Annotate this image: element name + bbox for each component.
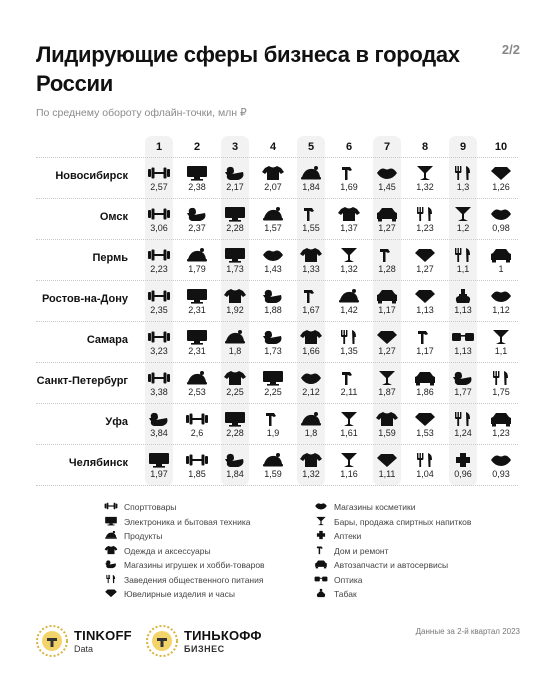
home-icon xyxy=(299,288,323,304)
catering-icon xyxy=(451,165,475,181)
table-cell xyxy=(406,200,444,238)
cell-value: 1,1 xyxy=(494,346,508,356)
cell-value: 1,73 xyxy=(264,346,282,356)
table-cell xyxy=(482,241,520,279)
electronics-icon xyxy=(223,247,247,263)
table-cell xyxy=(216,446,254,484)
cell-value: 1 xyxy=(498,264,504,274)
legend-label: Табак xyxy=(334,589,357,599)
legend-label: Спорттовары xyxy=(124,502,177,512)
cell-value: 2,53 xyxy=(188,387,206,397)
table-cell xyxy=(140,200,178,238)
tobacco-icon xyxy=(314,588,328,600)
cell-value: 1,27 xyxy=(416,264,434,274)
catering-icon xyxy=(451,411,475,427)
table-cell xyxy=(178,323,216,361)
cell-value: 1,59 xyxy=(264,469,282,479)
auto-icon xyxy=(375,206,399,222)
table-cell xyxy=(178,200,216,238)
cell-value: 3,84 xyxy=(150,428,168,438)
cell-value: 1,32 xyxy=(340,264,358,274)
cell-value: 1,13 xyxy=(416,305,434,315)
cell-value: 3,38 xyxy=(150,387,168,397)
bars-icon xyxy=(451,206,475,222)
table-cell xyxy=(178,405,216,443)
food-icon xyxy=(104,530,118,542)
food-icon xyxy=(261,452,285,468)
cell-value: 1,1 xyxy=(456,264,470,274)
cell-value: 0,98 xyxy=(492,223,510,233)
cell-value: 1,53 xyxy=(416,428,434,438)
jewelry-icon xyxy=(104,588,118,600)
home-icon xyxy=(413,329,437,345)
cell-value: 1,97 xyxy=(150,469,168,479)
table-cell xyxy=(482,200,520,238)
sport-icon xyxy=(185,411,209,427)
table-cell xyxy=(330,364,368,402)
table-cell xyxy=(444,159,482,197)
chart-subtitle: По среднему обороту офлайн-точки, млн ₽ xyxy=(36,107,247,119)
city-label: Новосибирск xyxy=(55,170,128,182)
cell-value: 2,38 xyxy=(188,182,206,192)
table-cell xyxy=(254,364,292,402)
cell-value: 2,07 xyxy=(264,182,282,192)
table-cell xyxy=(368,364,406,402)
catering-icon xyxy=(451,247,475,263)
table-bottom-border xyxy=(36,485,518,486)
cosmetics-icon xyxy=(489,288,513,304)
cell-value: 1,11 xyxy=(378,469,396,479)
city-label: Ростов-на-Дону xyxy=(41,293,128,305)
clothes-icon xyxy=(299,452,323,468)
table-cell xyxy=(406,241,444,279)
cell-value: 0,96 xyxy=(454,469,472,479)
cell-value: 1,84 xyxy=(302,182,320,192)
toys-icon xyxy=(147,411,171,427)
cell-value: 1,04 xyxy=(416,469,434,479)
jewelry-icon xyxy=(375,329,399,345)
city-label: Уфа xyxy=(105,416,128,428)
table-cell xyxy=(482,282,520,320)
table-cell xyxy=(368,159,406,197)
cell-value: 2,31 xyxy=(188,305,206,315)
legend-label: Аптеки xyxy=(334,531,362,541)
clothes-icon xyxy=(299,247,323,263)
table-cell xyxy=(406,159,444,197)
cell-value: 1,3 xyxy=(456,182,470,192)
column-rank-header: 1 xyxy=(155,141,163,153)
cell-value: 1,55 xyxy=(302,223,320,233)
sport-icon xyxy=(185,452,209,468)
table-cell xyxy=(140,159,178,197)
cell-value: 1,8 xyxy=(228,346,242,356)
table-cell xyxy=(178,282,216,320)
table-cell xyxy=(292,282,330,320)
table-cell xyxy=(406,405,444,443)
table-cell xyxy=(368,405,406,443)
cell-value: 1,32 xyxy=(302,469,320,479)
cell-value: 1,69 xyxy=(340,182,358,192)
cell-value: 1,79 xyxy=(188,264,206,274)
column-rank-header: 5 xyxy=(307,141,315,153)
table-cell xyxy=(406,282,444,320)
city-label: Челябинск xyxy=(68,457,128,469)
table-cell xyxy=(368,241,406,279)
table-cell xyxy=(444,323,482,361)
cell-value: 2,25 xyxy=(264,387,282,397)
jewelry-icon xyxy=(413,247,437,263)
toys-icon xyxy=(185,206,209,222)
legend-label: Заведения общественного питания xyxy=(124,574,264,585)
food-icon xyxy=(337,288,361,304)
table-cell xyxy=(292,364,330,402)
optics-icon xyxy=(451,329,475,345)
table-cell xyxy=(254,241,292,279)
cell-value: 1,9 xyxy=(266,428,280,438)
column-rank-header: 9 xyxy=(459,141,467,153)
tinkoff-data-sub: Data xyxy=(74,644,94,654)
cell-value: 1,66 xyxy=(302,346,320,356)
bars-icon xyxy=(337,247,361,263)
tinkoff-data-logo xyxy=(36,625,132,662)
bars-icon xyxy=(413,165,437,181)
auto-icon xyxy=(375,288,399,304)
cell-value: 1,61 xyxy=(340,428,358,438)
cell-value: 1,24 xyxy=(454,428,472,438)
home-icon xyxy=(375,247,399,263)
table-cell xyxy=(216,405,254,443)
city-label: Санкт-Петербург xyxy=(36,375,128,387)
food-icon xyxy=(185,247,209,263)
cell-value: 1,17 xyxy=(416,346,434,356)
legend-label: Дом и ремонт xyxy=(334,545,389,556)
sport-icon xyxy=(147,165,171,181)
table-cell xyxy=(368,200,406,238)
cell-value: 1,77 xyxy=(454,387,472,397)
tinkoff-business-name: ТИНЬКОФФ xyxy=(184,628,262,643)
cell-value: 1,88 xyxy=(264,305,282,315)
cell-value: 1,13 xyxy=(454,346,472,356)
sport-icon xyxy=(147,247,171,263)
legend-label: Магазины игрушек и хобби-товаров xyxy=(124,560,265,570)
table-cell xyxy=(406,446,444,484)
legend-label: Электроника и бытовая техника xyxy=(124,516,251,527)
table-cell xyxy=(444,364,482,402)
food-icon xyxy=(261,206,285,222)
auto-icon xyxy=(413,370,437,386)
electronics-icon xyxy=(147,452,171,468)
toys-icon xyxy=(223,165,247,181)
table-cell xyxy=(444,241,482,279)
cell-value: 1,12 xyxy=(492,305,510,315)
cell-value: 1,59 xyxy=(378,428,396,438)
electronics-icon xyxy=(261,370,285,386)
table-cell xyxy=(330,282,368,320)
column-rank-header: 2 xyxy=(193,141,201,153)
pharmacy-icon xyxy=(451,452,475,468)
bars-icon xyxy=(337,411,361,427)
cell-value: 1,26 xyxy=(492,182,510,192)
cell-value: 2,23 xyxy=(150,264,168,274)
cell-value: 1,42 xyxy=(340,305,358,315)
table-cell xyxy=(482,364,520,402)
table-cell xyxy=(444,405,482,443)
legend-label: Бары, продажа спиртных напитков xyxy=(334,516,472,527)
column-rank-header: 3 xyxy=(231,141,239,153)
toys-icon xyxy=(451,370,475,386)
bars-icon xyxy=(314,516,328,528)
auto-icon xyxy=(489,247,513,263)
cell-value: 1,8 xyxy=(304,428,318,438)
sport-icon xyxy=(147,370,171,386)
electronics-icon xyxy=(185,165,209,181)
catering-icon xyxy=(104,574,118,586)
legend-label: Автозапчасти и автосервисы xyxy=(334,560,449,570)
page-indicator: 2/2 xyxy=(501,42,520,57)
clothes-icon xyxy=(261,165,285,181)
column-rank-header: 6 xyxy=(345,141,353,153)
table-cell xyxy=(254,323,292,361)
cell-value: 2,31 xyxy=(188,346,206,356)
table-cell xyxy=(178,241,216,279)
cell-value: 1,28 xyxy=(378,264,396,274)
electronics-icon xyxy=(223,206,247,222)
optics-icon xyxy=(314,574,328,586)
table-cell xyxy=(292,159,330,197)
jewelry-icon xyxy=(489,165,513,181)
table-cell xyxy=(368,323,406,361)
tobacco-icon xyxy=(451,288,475,304)
tinkoff-business-logo xyxy=(146,625,262,662)
table-cell xyxy=(406,364,444,402)
food-icon xyxy=(299,165,323,181)
tinkoff-business-sub: БИЗНЕС xyxy=(184,644,225,654)
table-cell xyxy=(254,405,292,443)
auto-icon xyxy=(489,411,513,427)
jewelry-icon xyxy=(375,452,399,468)
cosmetics-icon xyxy=(375,165,399,181)
cell-value: 1,33 xyxy=(302,264,320,274)
catering-icon xyxy=(337,329,361,345)
table-cell xyxy=(330,446,368,484)
tinkoff-emblem-icon xyxy=(36,625,68,657)
home-icon xyxy=(314,545,328,557)
table-cell xyxy=(292,200,330,238)
clothes-icon xyxy=(223,370,247,386)
table-cell xyxy=(292,446,330,484)
cell-value: 0,93 xyxy=(492,469,510,479)
food-icon xyxy=(223,329,247,345)
table-cell xyxy=(178,159,216,197)
electronics-icon xyxy=(104,516,118,528)
column-rank-header: 10 xyxy=(494,141,508,153)
bars-icon xyxy=(489,329,513,345)
cell-value: 1,16 xyxy=(340,469,358,479)
table-cell xyxy=(482,323,520,361)
table-cell xyxy=(292,241,330,279)
column-rank-header: 8 xyxy=(421,141,429,153)
table-cell xyxy=(368,282,406,320)
table-cell xyxy=(482,446,520,484)
cell-value: 1,23 xyxy=(492,428,510,438)
sport-icon xyxy=(147,206,171,222)
electronics-icon xyxy=(185,288,209,304)
clothes-icon xyxy=(337,206,361,222)
toys-icon xyxy=(261,329,285,345)
cell-value: 1,27 xyxy=(378,346,396,356)
cell-value: 2,17 xyxy=(226,182,244,192)
toys-icon xyxy=(223,452,247,468)
auto-icon xyxy=(314,559,328,571)
bars-icon xyxy=(337,452,361,468)
clothes-icon xyxy=(223,288,247,304)
sport-icon xyxy=(147,329,171,345)
cell-value: 2,25 xyxy=(226,387,244,397)
footnote: Данные за 2-й квартал 2023 xyxy=(415,627,520,636)
toys-icon xyxy=(261,288,285,304)
catering-icon xyxy=(489,370,513,386)
cell-value: 2,12 xyxy=(302,387,320,397)
page-title: Лидирующие сферы бизнеса в городах России xyxy=(36,42,460,96)
legend-label: Магазины косметики xyxy=(334,502,416,512)
table-cell xyxy=(444,200,482,238)
toys-icon xyxy=(104,559,118,571)
tinkoff-data-name: TINKOFF xyxy=(74,628,132,643)
sport-icon xyxy=(104,501,118,513)
table-cell xyxy=(216,323,254,361)
table-cell xyxy=(254,159,292,197)
tinkoff-emblem-icon xyxy=(146,625,178,657)
electronics-icon xyxy=(185,329,209,345)
table-cell xyxy=(216,159,254,197)
cell-value: 1,92 xyxy=(226,305,244,315)
cosmetics-icon xyxy=(261,247,285,263)
table-cell xyxy=(482,159,520,197)
table-cell xyxy=(406,323,444,361)
food-icon xyxy=(299,411,323,427)
table-cell xyxy=(140,405,178,443)
home-icon xyxy=(337,165,361,181)
food-icon xyxy=(185,370,209,386)
table-cell xyxy=(140,282,178,320)
cosmetics-icon xyxy=(489,206,513,222)
cell-value: 2,57 xyxy=(150,182,168,192)
cell-value: 1,32 xyxy=(416,182,434,192)
cell-value: 2,11 xyxy=(340,387,358,397)
cell-value: 3,23 xyxy=(150,346,168,356)
cosmetics-icon xyxy=(489,452,513,468)
column-rank-header: 4 xyxy=(269,141,277,153)
table-cell xyxy=(140,241,178,279)
home-icon xyxy=(261,411,285,427)
jewelry-icon xyxy=(413,288,437,304)
table-cell xyxy=(216,200,254,238)
cell-value: 1,23 xyxy=(416,223,434,233)
cell-value: 2,28 xyxy=(226,223,244,233)
pharmacy-icon xyxy=(314,530,328,542)
table-cell xyxy=(444,446,482,484)
legend-label: Продукты xyxy=(124,531,163,541)
table-cell xyxy=(140,446,178,484)
cell-value: 2,28 xyxy=(226,428,244,438)
catering-icon xyxy=(413,206,437,222)
column-rank-header: 7 xyxy=(383,141,391,153)
sport-icon xyxy=(147,288,171,304)
table-cell xyxy=(330,405,368,443)
table-cell xyxy=(292,323,330,361)
table-cell xyxy=(368,446,406,484)
cell-value: 2,37 xyxy=(188,223,206,233)
table-cell xyxy=(254,282,292,320)
legend-label: Одежда и аксессуары xyxy=(124,545,211,556)
cosmetics-icon xyxy=(299,370,323,386)
city-label: Омск xyxy=(99,211,128,223)
cell-value: 1,17 xyxy=(378,305,396,315)
table-cell xyxy=(292,405,330,443)
cell-value: 1,2 xyxy=(456,223,470,233)
table-cell xyxy=(216,364,254,402)
table-cell xyxy=(330,241,368,279)
cell-value: 1,35 xyxy=(340,346,358,356)
cell-value: 2,35 xyxy=(150,305,168,315)
table-cell xyxy=(330,200,368,238)
bars-icon xyxy=(375,370,399,386)
cell-value: 1,57 xyxy=(264,223,282,233)
cosmetics-icon xyxy=(314,501,328,513)
cell-value: 2,6 xyxy=(190,428,204,438)
table-cell xyxy=(330,159,368,197)
table-cell xyxy=(444,282,482,320)
cell-value: 1,87 xyxy=(378,387,396,397)
jewelry-icon xyxy=(413,411,437,427)
cell-value: 1,86 xyxy=(416,387,434,397)
table-cell xyxy=(178,446,216,484)
clothes-icon xyxy=(299,329,323,345)
cell-value: 1,37 xyxy=(340,223,358,233)
clothes-icon xyxy=(104,545,118,557)
cell-value: 1,85 xyxy=(188,469,206,479)
city-label: Самара xyxy=(86,334,128,346)
cell-value: 1,27 xyxy=(378,223,396,233)
cell-value: 1,13 xyxy=(454,305,472,315)
electronics-icon xyxy=(223,411,247,427)
cell-value: 1,73 xyxy=(226,264,244,274)
table-cell xyxy=(254,446,292,484)
table-cell xyxy=(140,364,178,402)
table-cell xyxy=(254,200,292,238)
table-cell xyxy=(216,282,254,320)
table-cell xyxy=(178,364,216,402)
legend-label: Ювелирные изделия и часы xyxy=(124,589,235,599)
catering-icon xyxy=(413,452,437,468)
home-icon xyxy=(337,370,361,386)
home-icon xyxy=(299,206,323,222)
table-cell xyxy=(330,323,368,361)
table-cell xyxy=(216,241,254,279)
cell-value: 1,43 xyxy=(264,264,282,274)
cell-value: 1,45 xyxy=(378,182,396,192)
table-cell xyxy=(140,323,178,361)
city-label: Пермь xyxy=(92,252,128,264)
cell-value: 3,06 xyxy=(150,223,168,233)
table-cell xyxy=(482,405,520,443)
cell-value: 1,67 xyxy=(302,305,320,315)
legend-label: Оптика xyxy=(334,574,363,585)
cell-value: 1,84 xyxy=(226,469,244,479)
clothes-icon xyxy=(375,411,399,427)
cell-value: 1,75 xyxy=(492,387,510,397)
